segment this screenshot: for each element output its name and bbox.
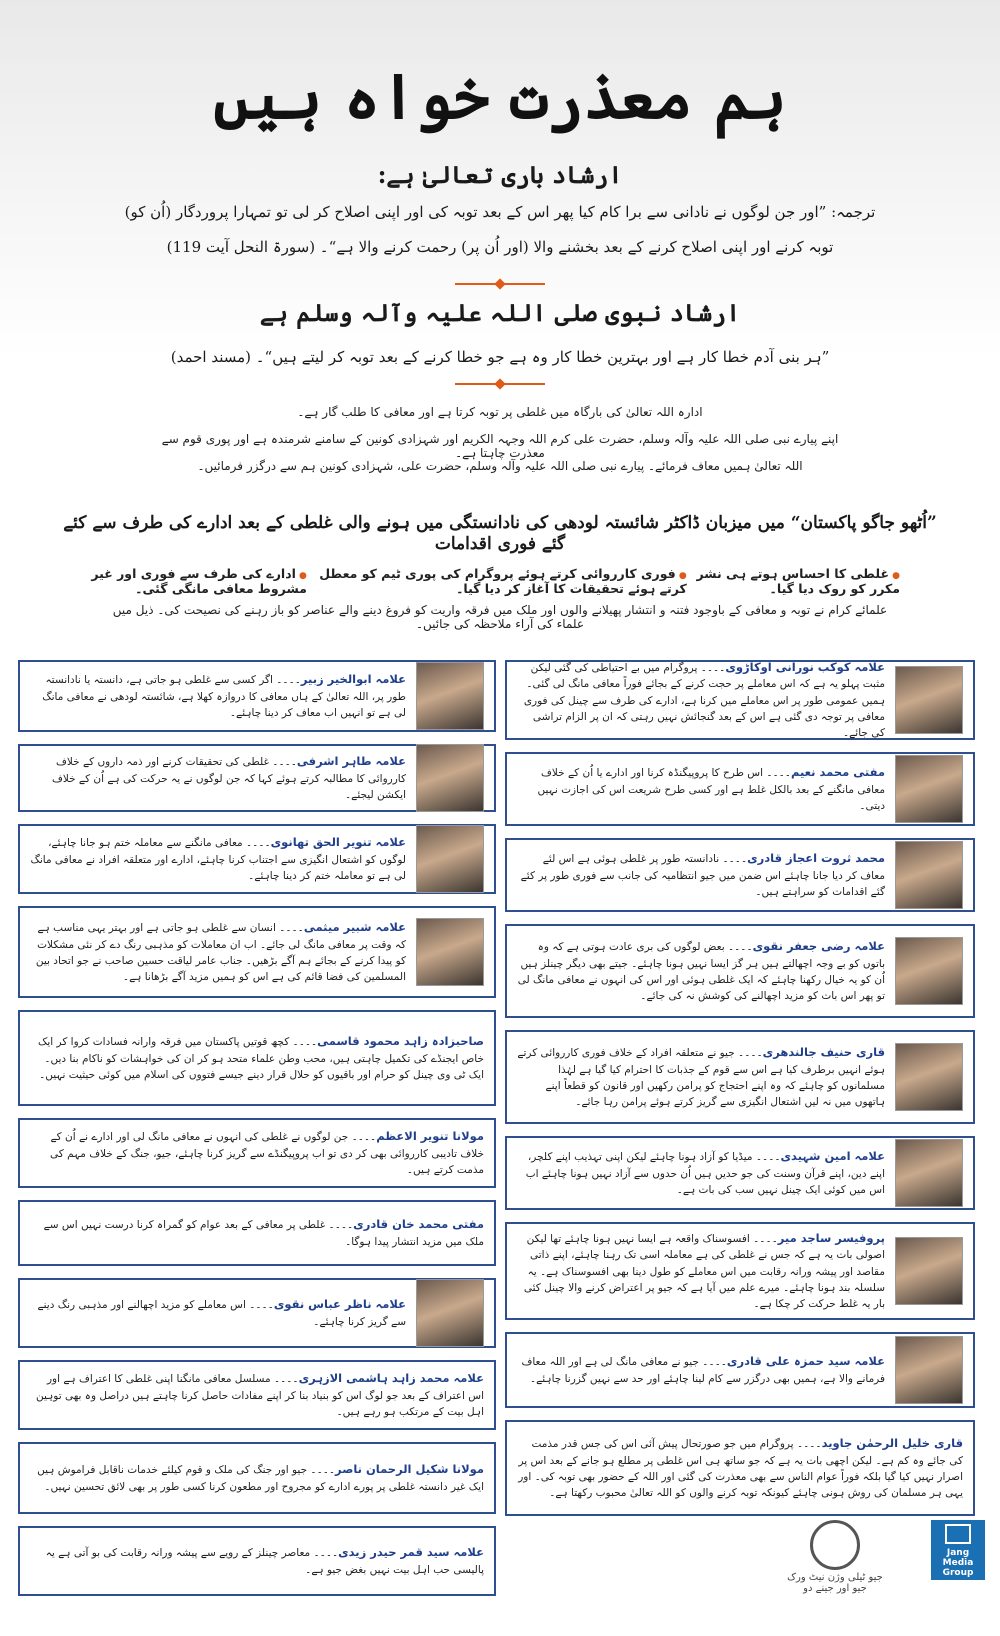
action-item: ● غلطی کا احساس ہوتے ہی نشر مکرر کو روک دیا گیا۔ — [687, 566, 900, 596]
avatar — [895, 841, 963, 909]
opinion-text: بعض لوگوں کی بری عادت ہوتی ہے کہ وہ باتوں کو بے وجہ اچھالتے ہیں ہر گز ایسا نہیں ہونا چاہئے۔ جیتے بھی دیگر چینلز ہیں اُن کو یہ خیال رکھنا چاہئے کہ ایک غلطی ہوئی اور اس کی انہوں نے معافی مانگ لی تو پھر اس بات کو مزید اچھالنے کی کوشش نہ کی جائے۔ — [517, 940, 885, 1003]
scholar-name: مولانا شکیل الرحمان ناصر — [335, 1461, 484, 1476]
scholar-name: محمد ثروت اعجاز قادری — [747, 850, 885, 865]
opinion-card: مولانا تنویر الاعظم۔۔۔۔ جن لوگوں نے غلطی کی انہوں نے معافی مانگ لی اور ادارے نے اُن کے خلاف تادیبی کارروائی بھی کر دی تو اب پروپیگنڈے سے گریز کرنا چاہئے، جیو، جنگ کے خلاف مہم کی مذمت کرتے ہیں۔ — [18, 1118, 496, 1188]
opinion-card: علامہ سید حمزہ علی قادری۔۔۔۔ جیو نے معافی مانگ لی ہے اور اللہ معاف فرمانے والا ہے، ہمیں بھی درگزر سے کام لینا چاہئے اور حد سے نہیں گزرنا چاہئے۔ — [505, 1332, 975, 1408]
opinion-text: جن لوگوں نے غلطی کی انہوں نے معافی مانگ لی اور ادارے نے اُن کے خلاف تادیبی کارروائی بھی کر دی تو اب پروپیگنڈے سے گریز کرنا چاہئے، جیو، جنگ کے خلاف مہم کی مذمت کرتے ہیں۔ — [50, 1130, 484, 1176]
geo-slogan: جیو اور جینے دو — [803, 1583, 867, 1594]
quran-translation-line-1: ترجمہ: ”اور جن لوگوں نے نادانی سے برا کام کیا پھر اس کے بعد توبہ کی اور اپنی اصلاح کر لی تو تمہارا پروردگار (اُن کو) — [124, 203, 876, 221]
opinion-card: قاری خلیل الرحمٰن جاوید۔۔۔۔ پروگرام میں جو صورتحال پیش آئی اس کی جس قدر مذمت کی جائے وہ کم ہے۔ لیکن اچھی بات یہ ہے کہ جو ساتھ ہی اس غلطی پر مطلع ہو جانے کے بعد اس پر اصرار نہیں کیا گیا بلکہ فوراً عوام الناس سے بھی معذرت کی گئی اور اللہ کے حضور بھی توبہ کی۔ اور یہی ہر مسلمان کی روش ہونی چاہئے کیونکہ توبہ کرنے والوں کو اللہ تعالیٰ محبوب رکھتا ہے۔ — [505, 1420, 975, 1516]
opinion-card: علامہ رضی جعفر نقوی۔۔۔۔ بعض لوگوں کی بری عادت ہوتی ہے کہ وہ باتوں کو بے وجہ اچھالتے ہیں ہر گز ایسا نہیں ہونا چاہئے۔ جیتے بھی دیگر چینلز ہیں اُن کو یہ خیال رکھنا چاہئے کہ ایک غلطی ہوئی اور اس کی انہوں نے معافی مانگ لی تو پھر اس بات کو مزید اچھالنے کی کوشش نہ کی جائے۔ — [505, 924, 975, 1018]
scholar-name: صاحبزادہ زاہد محمود قاسمی — [317, 1033, 484, 1048]
geo-logo — [785, 1520, 885, 1594]
opinion-text: جیو اور جنگ کی ملک و قوم کیلئے خدمات ناقابل فراموش ہیں ایک غیر دانستہ غلطی پر پورے ادارے کو مجروح اور مطعون کرنا کسی طور پر بھی لائق تحسین نہیں۔ — [37, 1463, 484, 1493]
opinion-text: میڈیا کو آزاد ہونا چاہئے لیکن اپنی تہذیب اپنے کلچر، اپنے دین، اپنے قرآن وسنت کی جو حدیں ہیں اُن حدوں سے آزاد نہیں ہونا چاہئے اب اس میں کوئی ایک چینل نہیں سب کی بات ہے۔ — [525, 1150, 885, 1196]
avatar — [895, 666, 963, 734]
ornament-divider — [455, 383, 545, 385]
avatar — [416, 918, 484, 986]
scholar-name: علامہ طاہر اشرفی — [296, 753, 406, 768]
avatar — [416, 662, 484, 730]
scholar-name: مفتی محمد نعیم — [790, 764, 885, 779]
scholar-name: قاری خلیل الرحمٰن جاوید — [821, 1435, 963, 1450]
opinion-text: نادانستہ طور پر غلطی ہوئی ہے اس لئے معاف کر دیا جانا چاہئے اس ضمن میں جیو انتظامیہ کی جانب سے فوری طور پر کئے گئے اقدامات کو سراہتے ہیں۔ — [520, 852, 885, 898]
scholar-name: علامہ شبیر میثمی — [303, 919, 406, 934]
hadith-text: ”ہر بنی آدم خطا کار ہے اور بہترین خطا کار وہ ہے جو خطا کرنے کے بعد توبہ کر لیتے ہیں“۔ (مسند احمد) — [170, 348, 830, 366]
avatar — [895, 1237, 963, 1305]
opinion-text: اس طرح کا پروپیگنڈہ کرنا اور ادارے یا اُن کے خلاف معافی مانگنے کے بعد بالکل غلط ہے اور کسی طرح شریعت اس کی اجازت نہیں دیتی۔ — [537, 766, 885, 812]
opinion-card: صاحبزادہ زاہد محمود قاسمی۔۔۔۔ کچھ قوتیں پاکستان میں فرقہ وارانہ فسادات کروا کر ایک خاص ایجنڈے کی تکمیل چاہتی ہیں، محب وطن علماء متحد ہو کر ان کی خواہشات کو ناکام بنا دیں۔ ایک ٹی وی چینل کو حرام اور باقیوں کو حلال قرار دینے جیسے فتووں کی اسلام میں کوئی حیثیت نہیں۔ — [18, 1010, 496, 1106]
opinion-card: علامہ ابوالخیر زبیر۔۔۔۔ اگر کسی سے غلطی ہو جاتی ہے، دانستہ یا نادانستہ طور پر، اللہ تعالیٰ کے ہاں معافی کا دروازہ کھلا ہے، شائستہ لودھی نے معافی مانگ لی ہے تو انہیں اب معاف کر دینا چاہئے۔ — [18, 660, 496, 732]
opinion-text: افسوسناک واقعہ ہے ایسا نہیں ہونا چاہئے تھا لیکن اصولی بات یہ ہے کہ جس نے غلطی کی ہے معاملہ اسی تک رہنا چاہئے، اپنے ذاتی مقاصد اور پیشہ ورانہ رقابت میں اس معاملے کو طول دینا بھی افسوسناک ہے۔ یہ سلسلہ بند ہونا چاہئے۔ میرے علم میں آیا ہے کہ جیو پر اعتراض کرنے والا چینل کئی بار یہ غلط حرکت کر چکا ہے۔ — [523, 1232, 885, 1311]
action-item: ● ادارے کی طرف سے فوری اور غیر مشروط معافی مانگی گئی۔ — [60, 566, 307, 596]
scholar-name: علامہ کوکب نورانی اوکاڑوی — [725, 659, 885, 674]
jang-emblem-icon — [945, 1524, 971, 1544]
scholar-name: علامہ ابوالخیر زبیر — [300, 671, 406, 686]
opinion-card: مفتی محمد خان قادری۔۔۔۔ غلطی پر معافی کے بعد عوام کو گمراہ کرنا درست نہیں اس سے ملک میں مزید انتشار پیدا ہوگا۔ — [18, 1200, 496, 1266]
opinion-card: مفتی محمد نعیم۔۔۔۔ اس طرح کا پروپیگنڈہ کرنا اور ادارے یا اُن کے خلاف معافی مانگنے کے بعد بالکل غلط ہے اور کسی طرح شریعت اس کی اجازت نہیں دیتی۔ — [505, 752, 975, 826]
geo-emblem-icon — [810, 1520, 860, 1570]
opinion-card: علامہ تنویر الحق تھانوی۔۔۔۔ معافی مانگنے سے معاملہ ختم ہو جانا چاہئے، لوگوں کو اشتعال انگیزی سے اجتناب کرنا چاہئے، ادارے اور متعلقہ افراد نے معافی مانگ لی ہے تو معاملہ ختم کر دینا چاہئے۔ — [18, 824, 496, 894]
opinion-card: علامہ ناظر عباس نقوی۔۔۔۔ اس معاملے کو مزید اچھالنے اور مذہبی رنگ دینے سے گریز کرنا چاہئے۔ — [18, 1278, 496, 1348]
avatar — [416, 744, 484, 812]
opinion-card: علامہ امین شہیدی۔۔۔۔ میڈیا کو آزاد ہونا چاہئے لیکن اپنی تہذیب اپنے کلچر، اپنے دین، اپنے قرآن وسنت کی جو حدیں ہیں اُن حدوں سے آزاد نہیں ہونا چاہئے اب اس میں کوئی ایک چینل نہیں سب کی بات ہے۔ — [505, 1136, 975, 1210]
opinion-text: مسلسل معافی مانگنا اپنی غلطی کا اعتراف ہے اور اس اعتراف کے بعد جو لوگ اس کو بنیاد بنا کر اپنے مفادات حاصل کرنا چاہتے ہیں دراصل وہ بھی توہین اہل بیت کے مرتکب ہو رہے ہیں۔ — [35, 1372, 484, 1418]
actions-heading: ”اُٹھو جاگو پاکستان“ میں میزبان ڈاکٹر شائستہ لودھی کی نادانستگی میں ہونے والی غلطی کے بعد ادارے کی طرف سے کئے گئے فوری اقدامات — [63, 513, 937, 554]
opinion-text: غلطی پر معافی کے بعد عوام کو گمراہ کرنا درست نہیں اس سے ملک میں مزید انتشار پیدا ہوگا۔ — [43, 1218, 484, 1248]
scholar-name: قاری حنیف جالندھری — [762, 1044, 885, 1059]
jang-line-2: Media — [942, 1558, 974, 1568]
statement-line-1: ادارہ اللہ تعالیٰ کی بارگاہ میں غلطی پر توبہ کرتا ہے اور معافی کا طلب گار ہے۔ — [297, 405, 703, 419]
avatar — [895, 1139, 963, 1207]
opinion-card: علامہ محمد زاہد ہاشمی الازہری۔۔۔۔ مسلسل معافی مانگنا اپنی غلطی کا اعتراف ہے اور اس اعتراف کے بعد جو لوگ اس کو بنیاد بنا کر اپنے مفادات حاصل کرنا چاہتے ہیں دراصل وہ بھی توہین اہل بیت کے مرتکب ہو رہے ہیں۔ — [18, 1360, 496, 1430]
quran-heading: ارشاد باری تعالیٰ ہے: — [377, 160, 623, 189]
scholar-name: علامہ تنویر الحق تھانوی — [270, 834, 406, 849]
avatar — [416, 825, 484, 893]
opinion-card: علامہ طاہر اشرفی۔۔۔۔ غلطی کی تحقیقات کرنے اور ذمہ داروں کے خلاف کارروائی کا مطالبہ کرتے ہوئے کہا کہ جن لوگوں نے یہ حرکت کی ہے اُن کے خلاف ایکشن لیجئے۔ — [18, 744, 496, 812]
avatar — [895, 1336, 963, 1404]
scholar-name: علامہ ناظر عباس نقوی — [273, 1296, 406, 1311]
opinion-card: علامہ کوکب نورانی اوکاڑوی۔۔۔۔ پروگرام میں بے احتیاطی کی گئی لیکن مثبت پہلو یہ ہے کہ اس معاملے پر حجت کرنے کے بجائے فوراً معافی مانگ لی گئی۔ ہمیں عمومی طور پر اس معاملے میں کرنا ہے، ادارے کی طرف سے چینل کی فوری معافی پر توجہ دی گئی ہے اس کے بعد گنجائش نہیں رہتی کہ ان پر الزام تراشی کی جائے۔ — [505, 660, 975, 740]
opinion-card: پروفیسر ساجد میر۔۔۔۔ افسوسناک واقعہ ہے ایسا نہیں ہونا چاہئے تھا لیکن اصولی بات یہ ہے کہ جس نے غلطی کی ہے معاملہ اسی تک رہنا چاہئے، اپنے ذاتی مقاصد اور پیشہ ورانہ رقابت میں اس معاملے کو طول دینا بھی افسوسناک ہے۔ یہ سلسلہ بند ہونا چاہئے۔ میرے علم میں آیا ہے کہ جیو پر اعتراض کرنے والا چینل کئی بار یہ غلط حرکت کر چکا ہے۔ — [505, 1222, 975, 1320]
opinion-card: علامہ سید قمر حیدر زیدی۔۔۔۔ معاصر چینلز کے رویے سے پیشہ ورانہ رقابت کی بو آتی ہے یہ پالیسی حب اہل بیت نہیں بغض جیو ہے۔ — [18, 1526, 496, 1596]
scholar-name: علامہ رضی جعفر نقوی — [752, 938, 885, 953]
avatar — [895, 755, 963, 823]
opinion-text: پروگرام میں جو صورتحال پیش آئی اس کی جس قدر مذمت کی جائے وہ کم ہے۔ لیکن اچھی بات یہ ہے کہ جو ساتھ ہی اس غلطی پر مطلع ہو جانے کے بعد اس پر اصرار نہیں کیا گیا بلکہ فوراً عوام الناس سے بھی معذرت کی گئی اور اللہ کے حضور بھی توبہ کی۔ اور یہی ہر مسلمان کی روش ہونی چاہئے کیونکہ توبہ کرنے والوں کو اللہ تعالیٰ محبوب رکھتا ہے۔ — [518, 1437, 963, 1500]
right-column — [505, 660, 975, 1528]
jang-media-group-logo — [931, 1520, 985, 1580]
opinion-text: جیو نے متعلقہ افراد کے خلاف فوری کارروائی کرتے ہوئے انہیں برطرف کیا ہے اس سے قوم کے جذبات کا احترام کیا گیا ہے لہٰذا مسلمانوں کو چاہئے کہ وہ اپنے احتجاج کو پرامن رکھیں اور قانون کو قطعاً اپنے ہاتھوں میں نہ لیں اشتعال انگیزی سے گریز کرتے ہوئے پرامن رہا جائے۔ — [517, 1046, 885, 1109]
scholar-name: مولانا تنویر الاعظم — [376, 1128, 484, 1143]
opinion-card: علامہ شبیر میثمی۔۔۔۔ انسان سے غلطی ہو جاتی ہے اور بہتر یہی مناسب ہے کہ وقت پر معافی مانگ لی جائے۔ اب ان معاملات کو مذہبی رنگ دے کر نئی مشکلات کو پیدا کرنے کے بجائے ہم آگے بڑھیں۔ جناب عامر لیاقت حسین صاحب نے جو اتحاد بین المسلمین کی فضا قائم کی ہے اس کو ہمیں مزید آگے بڑھانا ہے۔ — [18, 906, 496, 998]
ornament-divider — [455, 283, 545, 285]
jang-line-3: Group — [942, 1568, 974, 1578]
scholar-name: علامہ سید قمر حیدر زیدی — [338, 1544, 484, 1559]
opinion-text: اس معاملے کو مزید اچھالنے اور مذہبی رنگ دینے سے گریز کرنا چاہئے۔ — [37, 1298, 406, 1328]
scholar-name: مفتی محمد خان قادری — [353, 1216, 484, 1231]
scholar-name: علامہ سید حمزہ علی قادری — [726, 1353, 885, 1368]
opinion-card: محمد ثروت اعجاز قادری۔۔۔۔ نادانستہ طور پر غلطی ہوئی ہے اس لئے معاف کر دیا جانا چاہئے اس ضمن میں جیو انتظامیہ کی جانب سے فوری طور پر کئے گئے اقدامات کو سراہتے ہیں۔ — [505, 838, 975, 912]
ulema-intro: علمائے کرام نے توبہ و معافی کے باوجود فتنہ و انتشار پھیلانے والوں اور ملک میں فرقہ واریت کو فروغ دینے والے عناصر کو باز رہنے کی نصیحت کی۔ ذیل میں علماء کی آراء ملاحظہ کی جائیں۔ — [112, 603, 888, 631]
hadith-heading: ارشاد نبوی صلی اللہ علیہ وآلہ وسلم ہے — [259, 298, 741, 327]
opinion-card: قاری حنیف جالندھری۔۔۔۔ جیو نے متعلقہ افراد کے خلاف فوری کارروائی کرتے ہوئے انہیں برطرف کیا ہے اس سے قوم کے جذبات کا احترام کیا گیا ہے لہٰذا مسلمانوں کو چاہئے کہ وہ اپنے احتجاج کو پرامن رکھیں اور قانون کو قطعاً اپنے ہاتھوں میں نہ لیں اشتعال انگیزی سے گریز کرتے ہوئے پرامن رہا جائے۔ — [505, 1030, 975, 1124]
opinion-text: غلطی کی تحقیقات کرنے اور ذمہ داروں کے خلاف کارروائی کا مطالبہ کرتے ہوئے کہا کہ جن لوگوں نے یہ حرکت کی ہے اُن کے خلاف ایکشن لیجئے۔ — [51, 755, 406, 801]
scholar-name: پروفیسر ساجد میر — [777, 1230, 885, 1245]
quran-translation-line-2: توبہ کرنے اور اپنی اصلاح کرنے کے بعد بخشنے والا (اور اُن پر) رحمت کرنے والا ہے“۔ (سورۃ النحل آیت 119) — [166, 238, 834, 256]
opinion-text: اگر کسی سے غلطی ہو جاتی ہے، دانستہ یا نادانستہ طور پر، اللہ تعالیٰ کے ہاں معافی کا دروازہ کھلا ہے، شائستہ لودھی نے معافی مانگ لی ہے تو انہیں اب معاف کر دینا چاہئے۔ — [42, 673, 406, 719]
opinion-text: معاصر چینلز کے رویے سے پیشہ ورانہ رقابت کی بو آتی ہے یہ پالیسی حب اہل بیت نہیں بغض جیو ہے۔ — [45, 1546, 484, 1576]
opinion-text: معافی مانگنے سے معاملہ ختم ہو جانا چاہئے، لوگوں کو اشتعال انگیزی سے اجتناب کرنا چاہئے، ادارے اور متعلقہ افراد نے معافی مانگ لی ہے تو معاملہ ختم کر دینا چاہئے۔ — [30, 836, 406, 882]
footer-logos — [785, 1520, 985, 1600]
left-column — [18, 660, 496, 1608]
page-title: ہم معذرت خواہ ہیں — [213, 60, 787, 133]
opinion-text: انسان سے غلطی ہو جاتی ہے اور بہتر یہی مناسب ہے کہ وقت پر معافی مانگ لی جائے۔ اب ان معاملات کو مذہبی رنگ دے کر نئی مشکلات کو پیدا کرنے کے بجائے ہم آگے بڑھیں۔ جناب عامر لیاقت حسین صاحب نے جو اتحاد بین المسلمین کی فضا قائم کی ہے اس کو ہمیں مزید آگے بڑھانا ہے۔ — [35, 921, 406, 984]
opinion-card: مولانا شکیل الرحمان ناصر۔۔۔۔ جیو اور جنگ کی ملک و قوم کیلئے خدمات ناقابل فراموش ہیں ایک غیر دانستہ غلطی پر پورے ادارے کو مجروح اور مطعون کرنا کسی طور پر بھی لائق تحسین نہیں۔ — [18, 1442, 496, 1514]
scholar-name: علامہ امین شہیدی — [780, 1148, 885, 1163]
statement-line-2: اپنے پیارے نبی صلی اللہ علیہ وآلہ وسلم، حضرت علی کرم اللہ وجہہ الکریم اور شہزادی کونین کے سامنے شرمندہ ہے اور پوری قوم سے معذرت چاہتا ہے۔ — [161, 432, 839, 460]
jang-line-1: Jang — [946, 1548, 970, 1558]
opinion-text: پروگرام میں بے احتیاطی کی گئی لیکن مثبت پہلو یہ ہے کہ اس معاملے پر حجت کرنے کے بجائے فوراً معافی مانگ لی گئی۔ ہمیں عمومی طور پر اس معاملے میں کرنا ہے، ادارے کی طرف سے چینل کی فوری معافی پر توجہ دی گئی ہے اس کے بعد گنجائش نہیں رہتی کہ ان پر الزام تراشی کی جائے۔ — [523, 661, 885, 740]
avatar — [416, 1279, 484, 1347]
avatar — [895, 937, 963, 1005]
opinion-text: جیو نے معافی مانگ لی ہے اور اللہ معاف فرمانے والا ہے، ہمیں بھی درگزر سے کام لینا چاہئے اور حد سے نہیں گزرنا چاہئے۔ — [521, 1355, 885, 1385]
geo-network-label: جیو ٹیلی وژن نیٹ ورک — [787, 1572, 883, 1583]
avatar — [895, 1043, 963, 1111]
statement-line-3: اللہ تعالیٰ ہمیں معاف فرمائے۔ پیارے نبی صلی اللہ علیہ وآلہ وسلم، حضرت علی، شہزادی کونین ہم سے درگزر فرمائیں۔ — [197, 459, 803, 473]
scholar-name: علامہ محمد زاہد ہاشمی الازہری — [298, 1370, 484, 1385]
opinion-text: کچھ قوتیں پاکستان میں فرقہ وارانہ فسادات کروا کر ایک خاص ایجنڈے کی تکمیل چاہتی ہیں، محب وطن علماء متحد ہو کر ان کی خواہشات کو ناکام بنا دیں۔ ایک ٹی وی چینل کو حرام اور باقیوں کو حلال قرار دینے جیسے فتووں کی اسلام میں کوئی حیثیت نہیں۔ — [37, 1035, 484, 1081]
actions-list — [60, 566, 900, 596]
action-item: ● فوری کارروائی کرتے ہوئے پروگرام کی پوری ٹیم کو معطل کرتے ہوئے تحقیقات کا آغاز کر دیا گیا۔ — [307, 566, 687, 596]
